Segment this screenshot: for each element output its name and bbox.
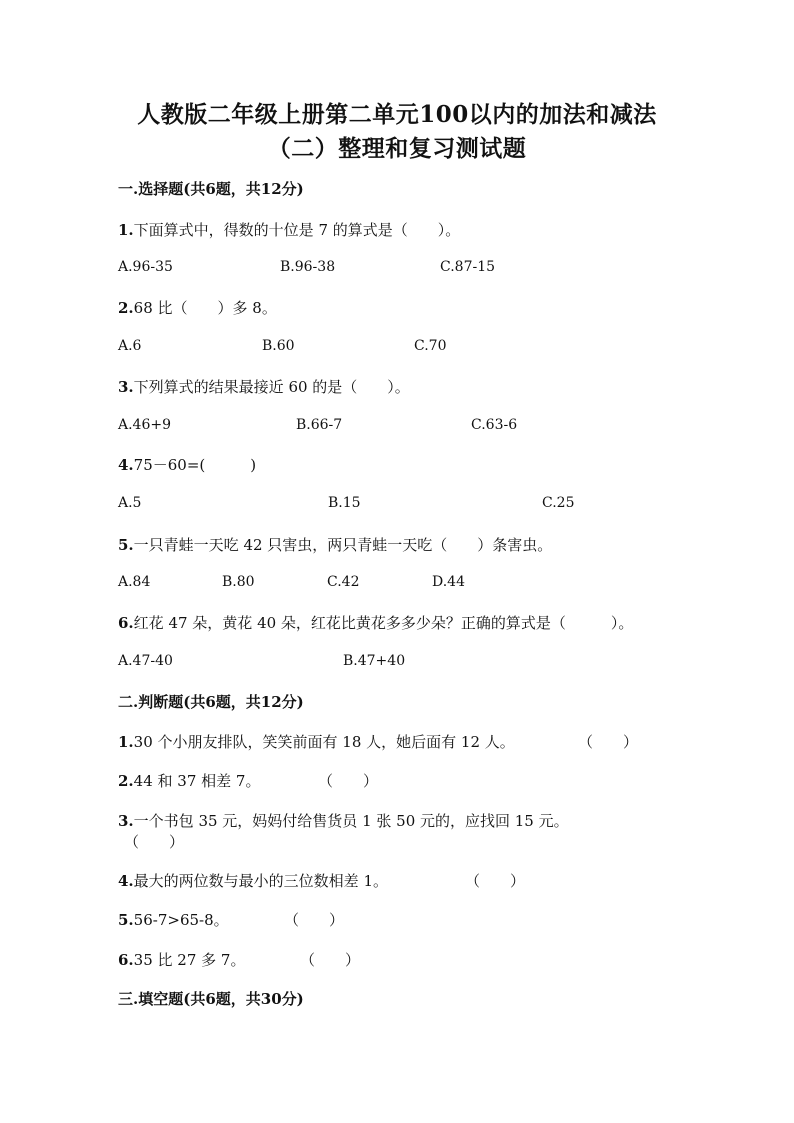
choice-question-3 xyxy=(118,376,410,397)
option-c: C.87-15 xyxy=(440,259,496,275)
question-text: 56-7>65-8。 xyxy=(133,911,229,929)
option-c: C.70 xyxy=(414,338,447,354)
question-number: 4. xyxy=(118,872,134,890)
question-text: 30 个小朋友排队，笑笑前面有 18 人，她后面有 12 人。 xyxy=(133,733,515,751)
judge-question-5 xyxy=(118,909,229,930)
answer-paren: （ ） xyxy=(284,911,345,929)
answer-paren: （ ） xyxy=(300,951,361,969)
judge-question-1 xyxy=(118,731,515,752)
option-a: A.6 xyxy=(118,338,142,354)
option-a: A.46+9 xyxy=(118,417,172,433)
page-title-line1: 人教版二年级上册第二单元100以内的加法和减法 xyxy=(137,101,657,128)
option-a: A.5 xyxy=(118,495,142,511)
answer-paren: （ ） xyxy=(465,872,526,890)
question-number: 2. xyxy=(118,299,134,317)
option-c: C.42 xyxy=(327,574,360,590)
choice-question-2 xyxy=(118,297,277,318)
option-b: B.15 xyxy=(328,495,361,511)
option-b: B.96-38 xyxy=(280,259,336,275)
answer-paren: （ ） xyxy=(318,772,379,790)
answer-paren: （ ） xyxy=(124,833,185,851)
question-text: 68 比（ ）多 8。 xyxy=(133,299,277,317)
option-a: A.96-35 xyxy=(118,259,173,275)
judge-question-2 xyxy=(118,770,260,791)
option-b: B.80 xyxy=(222,574,255,590)
option-c: C.63-6 xyxy=(471,417,518,433)
choice-question-6 xyxy=(118,612,633,633)
section-heading-judge: 二.判断题(共6题，共12分) xyxy=(118,693,304,711)
question-number: 2. xyxy=(118,772,134,790)
question-text: 下面算式中，得数的十位是 7 的算式是（ ）。 xyxy=(133,221,461,239)
option-a: A.47-40 xyxy=(118,653,173,669)
option-c: C.25 xyxy=(542,495,575,511)
question-text: 最大的两位数与最小的三位数相差 1。 xyxy=(133,872,388,890)
question-text: 一个书包 35 元，妈妈付给售货员 1 张 50 元的，应找回 15 元。 xyxy=(133,812,569,830)
judge-question-6 xyxy=(118,949,245,970)
answer-paren: （ ） xyxy=(578,733,639,751)
question-number: 1. xyxy=(118,733,134,751)
question-number: 5. xyxy=(118,536,134,554)
choice-question-1 xyxy=(118,219,460,240)
question-text: 一只青蛙一天吃 42 只害虫，两只青蛙一天吃（ ）条害虫。 xyxy=(133,536,553,554)
question-number: 3. xyxy=(118,812,134,830)
question-text: 红花 47 朵，黄花 40 朵，红花比黄花多多少朵？正确的算式是（ ）。 xyxy=(133,614,634,632)
question-number: 5. xyxy=(118,911,134,929)
section-heading-choice: 一.选择题(共6题，共12分) xyxy=(118,180,304,198)
option-b: B.60 xyxy=(262,338,295,354)
judge-question-4 xyxy=(118,870,388,891)
choice-question-5 xyxy=(118,534,552,555)
section-heading-fill: 三.填空题(共6题，共30分) xyxy=(118,990,304,1008)
choice-question-4 xyxy=(118,454,256,475)
option-b: B.47+40 xyxy=(343,653,406,669)
question-text: 35 比 27 多 7。 xyxy=(133,951,246,969)
question-text: 44 和 37 相差 7。 xyxy=(133,772,261,790)
question-text: 75－60=( ) xyxy=(133,456,257,474)
question-number: 4. xyxy=(118,456,134,474)
option-d: D.44 xyxy=(432,574,465,590)
question-number: 1. xyxy=(118,221,134,239)
question-number: 3. xyxy=(118,378,134,396)
option-a: A.84 xyxy=(118,574,151,590)
option-b: B.66-7 xyxy=(296,417,343,433)
question-text: 下列算式的结果最接近 60 的是（ ）。 xyxy=(133,378,410,396)
judge-question-3 xyxy=(118,810,569,831)
question-number: 6. xyxy=(118,614,134,632)
page-title-line2: （二）整理和复习测试题 xyxy=(267,135,527,162)
question-number: 6. xyxy=(118,951,134,969)
